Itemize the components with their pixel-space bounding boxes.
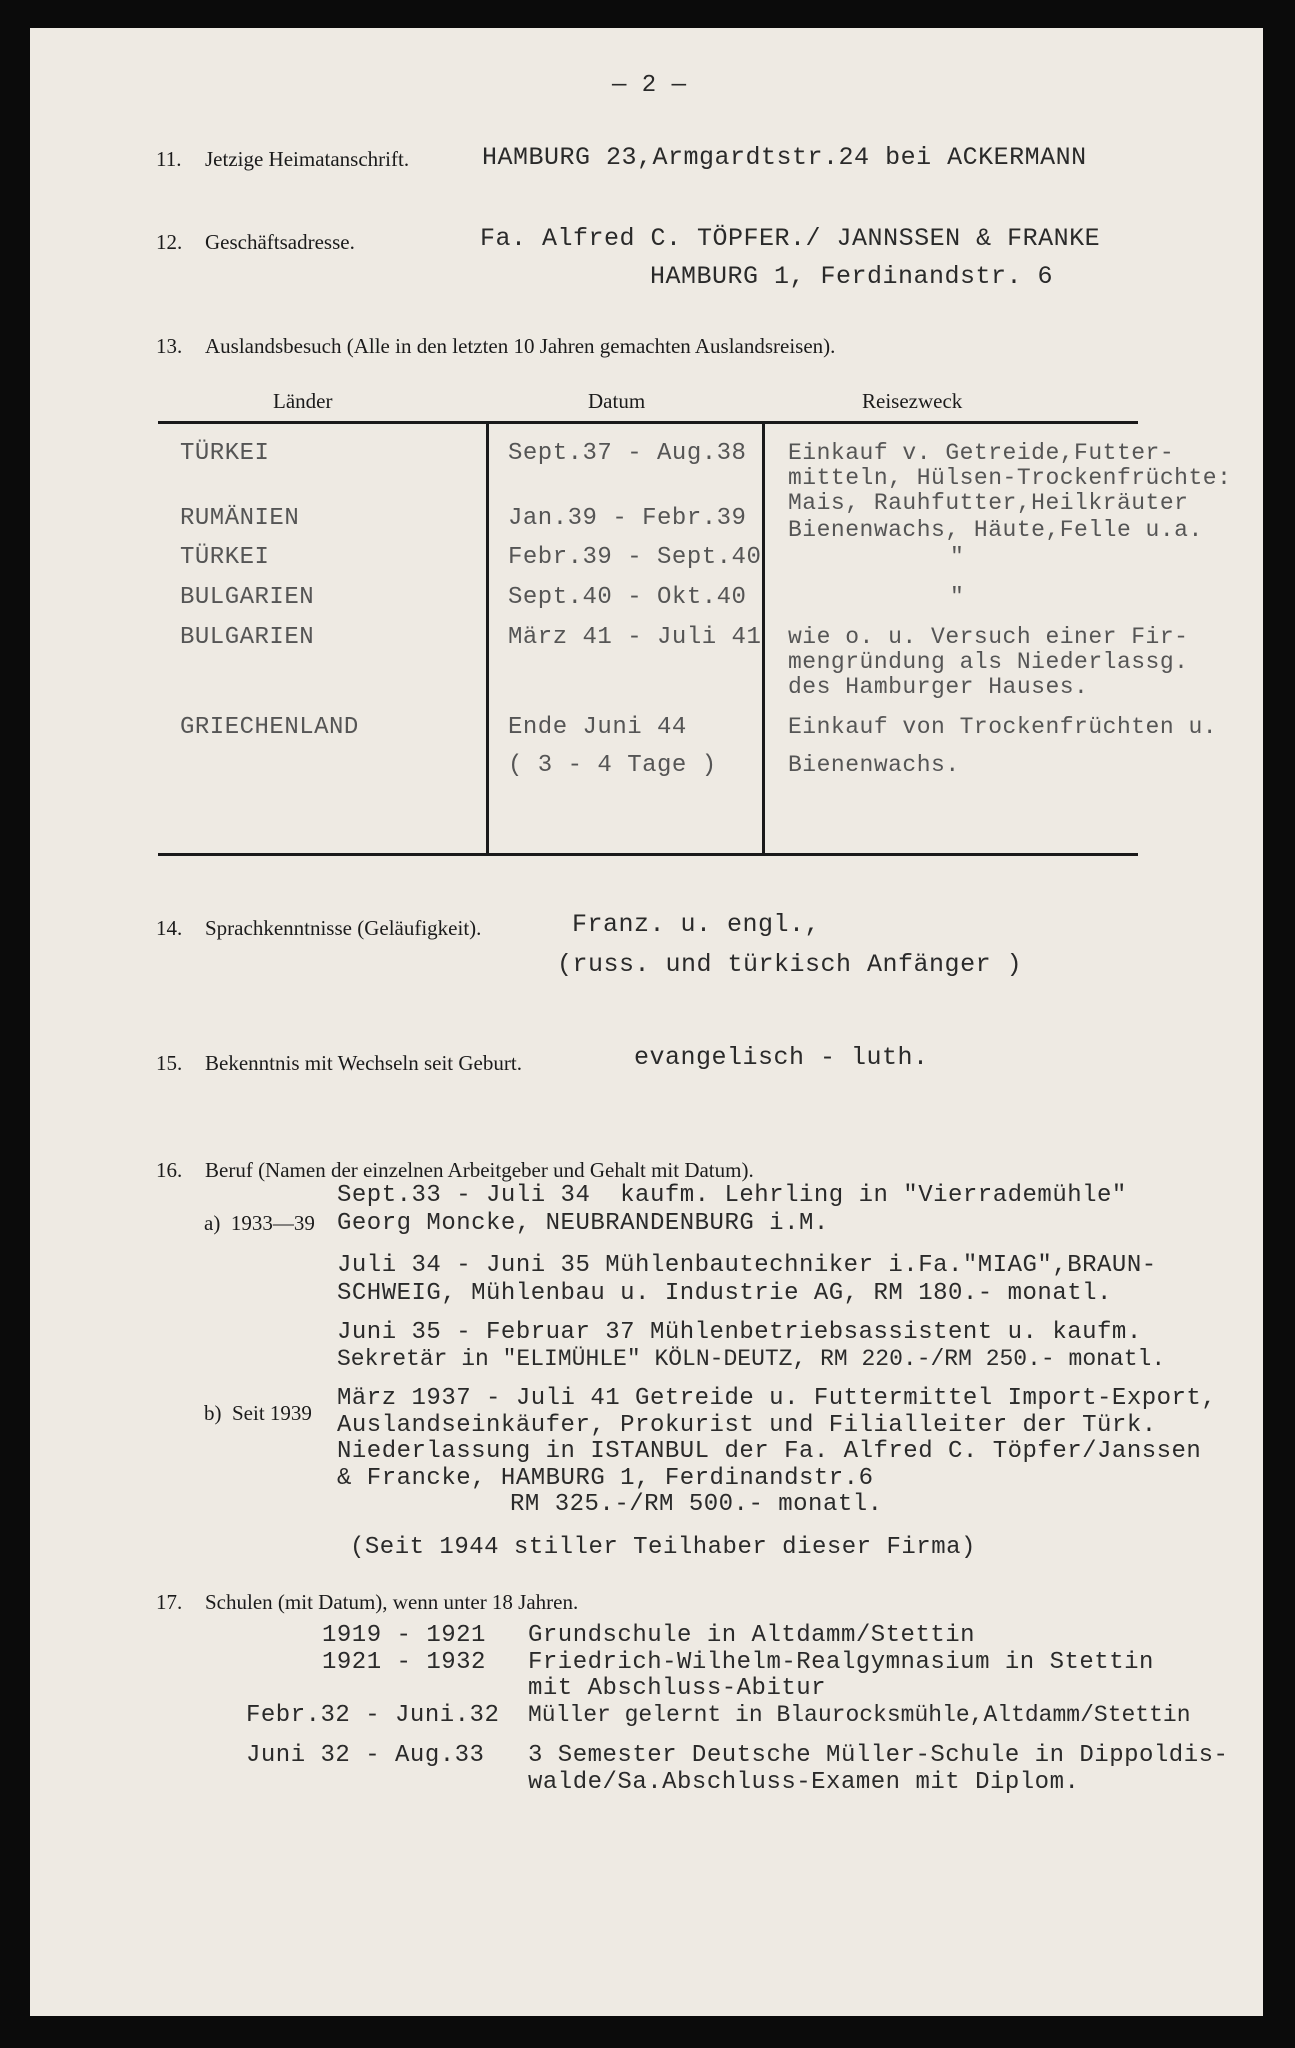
- school-text: mit Abschluss-Abitur: [528, 1675, 827, 1702]
- table-divider-2: [762, 421, 765, 853]
- item-14-number: 14.: [156, 916, 183, 940]
- country-cell: BULGARIEN: [180, 584, 315, 611]
- school-date: Juni 32 - Aug.33: [246, 1742, 485, 1769]
- item-11-number: 11.: [156, 147, 182, 171]
- purpose-cell: mitteln, Hülsen-Trockenfrüchte:: [788, 465, 1232, 491]
- item-15-label: Bekenntnis mit Wechseln seit Geburt.: [205, 1051, 522, 1075]
- date-cell: Sept.40 - Okt.40: [508, 584, 747, 611]
- employment-line: RM 325.-/RM 500.- monatl.: [510, 1491, 883, 1518]
- item-16-label: Beruf (Namen der einzelnen Arbeitgeber und Gehalt mit Datum).: [205, 1158, 754, 1182]
- item-17-number: 17.: [156, 1590, 183, 1614]
- item-11-label: Jetzige Heimatanschrift.: [205, 147, 410, 171]
- item-16-b-label: b) Seit 1939: [204, 1401, 312, 1425]
- date-cell: Ende Juni 44: [508, 714, 687, 741]
- date-cell: März 41 - Juli 41: [508, 624, 762, 651]
- school-date: Febr.32 - Juni.32: [246, 1702, 500, 1729]
- item-12-label: Geschäftsadresse.: [205, 230, 355, 254]
- employment-line: Auslandseinkäufer, Prokurist und Filialleiter der Türk.: [337, 1412, 1157, 1439]
- school-text: Grundschule in Altdamm/Stettin: [528, 1622, 976, 1649]
- item-13-number: 13.: [156, 334, 183, 358]
- school-text: Müller gelernt in Blaurocksmühle,Altdamm/Stettin: [528, 1702, 1191, 1728]
- date-cell: Febr.39 - Sept.40: [508, 544, 762, 571]
- item-13-label: Auslandsbesuch (Alle in den letzten 10 Jahren gemachten Auslandsreisen).: [205, 334, 836, 358]
- item-15-value: evangelisch - luth.: [634, 1043, 929, 1072]
- purpose-cell: Bienenwachs.: [788, 752, 960, 778]
- purpose-cell: wie o. u. Versuch einer Fir-: [788, 624, 1189, 650]
- ditto-mark: ": [950, 584, 965, 610]
- employment-line: SCHWEIG, Mühlenbau u. Industrie AG, RM 180.- monatl.: [337, 1280, 1112, 1307]
- employment-line: & Francke, HAMBURG 1, Ferdinandstr.6: [337, 1465, 874, 1492]
- document-page: [30, 28, 1263, 2016]
- table-header-purpose: Reisezweck: [862, 389, 963, 413]
- country-cell: BULGARIEN: [180, 624, 315, 651]
- school-date: 1921 - 1932: [322, 1649, 486, 1676]
- employment-line: Georg Moncke, NEUBRANDENBURG i.M.: [337, 1210, 829, 1237]
- country-cell: GRIECHENLAND: [180, 714, 359, 741]
- purpose-cell: des Hamburger Hauses.: [788, 674, 1089, 700]
- date-cell: Jan.39 - Febr.39: [508, 505, 747, 532]
- date-cell: ( 3 - 4 Tage ): [508, 752, 717, 779]
- date-cell: Sept.37 - Aug.38: [508, 440, 747, 467]
- purpose-cell: Mais, Rauhfutter,Heilkräuter: [788, 490, 1189, 516]
- purpose-cell: mengründung als Niederlassg.: [788, 649, 1189, 675]
- table-header-countries: Länder: [273, 389, 333, 413]
- item-12-number: 12.: [156, 230, 183, 254]
- country-cell: TÜRKEI: [180, 544, 270, 571]
- purpose-cell: Einkauf von Trockenfrüchten u.: [788, 714, 1218, 740]
- item-16-number: 16.: [156, 1158, 183, 1182]
- purpose-cell: Einkauf v. Getreide,Futter-: [788, 440, 1175, 466]
- employment-line: Juni 35 - Februar 37 Mühlenbetriebsassistent u. kaufm.: [337, 1319, 1142, 1346]
- item-12-value-line2: HAMBURG 1, Ferdinandstr. 6: [650, 262, 1054, 291]
- purpose-cell: Bienenwachs, Häute,Felle u.a.: [788, 517, 1203, 543]
- employment-line: Juli 34 - Juni 35 Mühlenbautechniker i.Fa."MIAG",BRAUN-: [337, 1252, 1157, 1279]
- country-cell: TÜRKEI: [180, 440, 270, 467]
- school-text: walde/Sa.Abschluss-Examen mit Diplom.: [528, 1769, 1080, 1796]
- item-16-a-label: a) 1933—39: [204, 1211, 315, 1235]
- item-12-value-line1: Fa. Alfred C. TÖPFER./ JANNSSEN & FRANKE: [480, 224, 1101, 253]
- item-11-value: HAMBURG 23,Armgardtstr.24 bei ACKERMANN: [482, 143, 1087, 172]
- item-14-value-line2: (russ. und türkisch Anfänger ): [557, 950, 1023, 979]
- item-14-label: Sprachkenntnisse (Geläufigkeit).: [205, 916, 482, 940]
- table-header-date: Datum: [588, 389, 646, 413]
- school-date: 1919 - 1921: [322, 1622, 486, 1649]
- table-top-rule: [158, 421, 1138, 424]
- item-14-value-line1: Franz. u. engl.,: [572, 910, 821, 939]
- ditto-mark: ": [950, 544, 965, 570]
- employment-line: Niederlassung in ISTANBUL der Fa. Alfred C. Töpfer/Janssen: [337, 1438, 1202, 1465]
- country-cell: RUMÄNIEN: [180, 505, 300, 532]
- table-divider-1: [486, 421, 489, 853]
- page-number: — 2 —: [612, 72, 687, 99]
- school-text: Friedrich-Wilhelm-Realgymnasium in Stettin: [528, 1649, 1154, 1676]
- employment-line: März 1937 - Juli 41 Getreide u. Futtermittel Import-Export,: [337, 1385, 1217, 1412]
- item-17-label: Schulen (mit Datum), wenn unter 18 Jahren.: [205, 1590, 579, 1614]
- employment-line: Sept.33 - Juli 34 kaufm. Lehrling in "Vierrademühle": [337, 1182, 1127, 1209]
- employment-note: (Seit 1944 stiller Teilhaber dieser Firma): [350, 1534, 976, 1561]
- employment-line: Sekretär in "ELIMÜHLE" KÖLN-DEUTZ, RM 220.-/RM 250.- monatl.: [337, 1346, 1166, 1372]
- school-text: 3 Semester Deutsche Müller-Schule in Dippoldis-: [528, 1742, 1229, 1769]
- item-15-number: 15.: [156, 1051, 183, 1075]
- table-bottom-rule: [158, 853, 1138, 856]
